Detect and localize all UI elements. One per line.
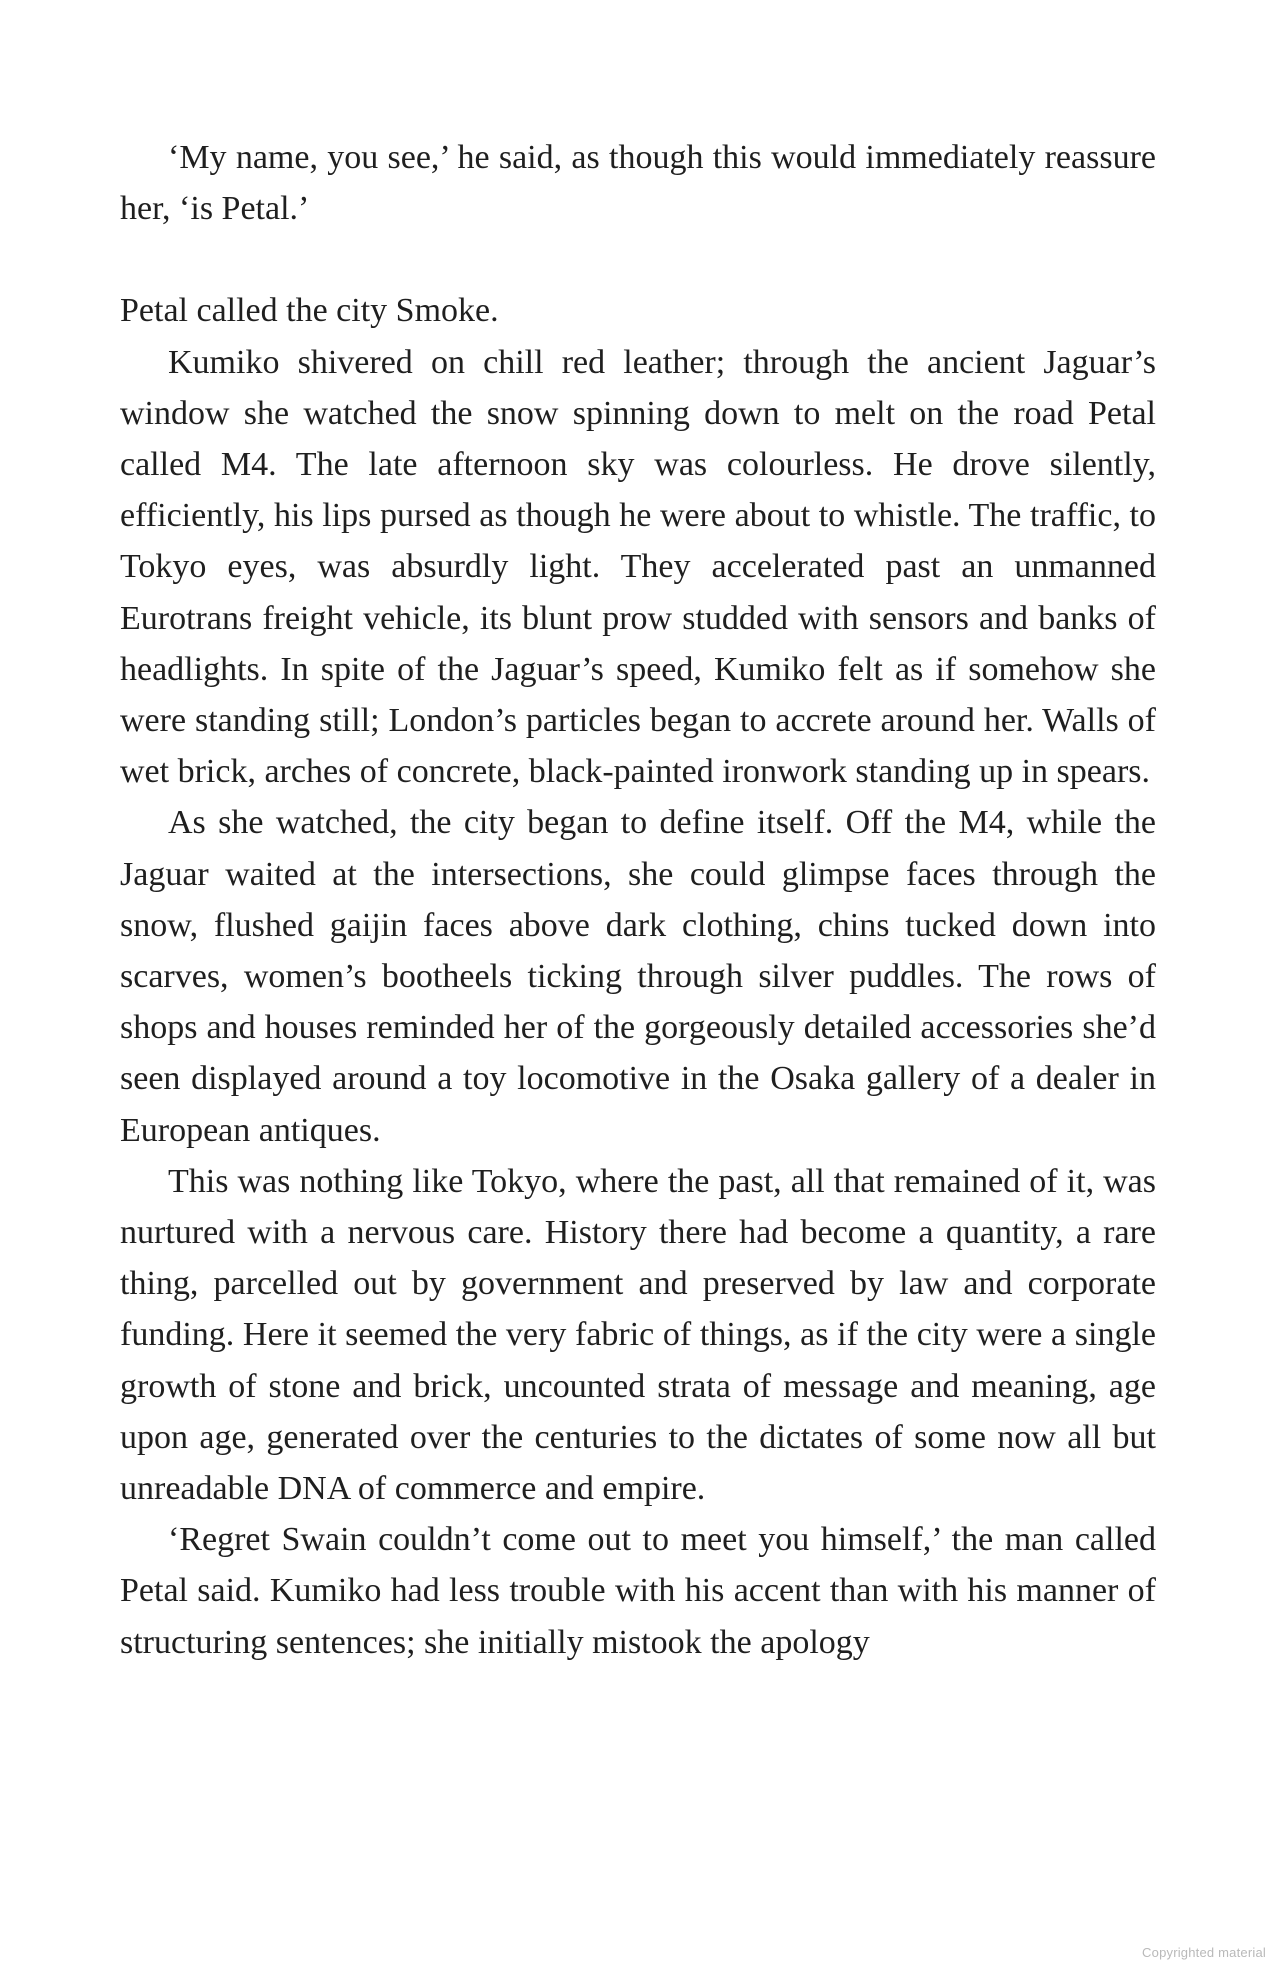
paragraph-jaguar-drive: Kumiko shivered on chill red leather; through the ancient Jaguar’s window she watched the snow spinning down to melt on the road Petal called M4. The late afternoon sky was colourless. He drove silently, efficiently, his lips pursed as though he were about to whistle. The traffic, to Tokyo eyes, was absurdly light. They accelerated past an unmanned Eurotrans freight vehicle, its blunt prow studded with sensors and banks of headlights. In spite of the Jaguar’s speed, Kumiko felt as if somehow she were standing still; London’s particles began to accrete around her. Walls of wet brick, arches of concrete, black-painted ironwork standing up in spears. xyxy=(120,343,1156,791)
body-text xyxy=(120,132,1156,1668)
paragraph-regret-swain: ‘Regret Swain couldn’t come out to meet you himself,’ the man called Petal said. Kumiko had less trouble with his accent than with his manner of structuring sentences; she initially mistook the apology xyxy=(120,1521,1156,1661)
paragraph-petal-intro: ‘My name, you see,’ he said, as though this would immediately reassure her, ‘is Petal.’ xyxy=(120,139,1156,228)
paragraph-city-defines: As she watched, the city began to define itself. Off the M4, while the Jaguar waited at the intersections, she could glimpse faces through the snow, flushed gaijin faces above dark clothing, chins tucked down into scarves, women’s bootheels ticking through silver puddles. The rows of shops and houses reminded her of the gorgeously detailed accessories she’d seen displayed around a toy locomotive in the Osaka gallery of a dealer in European antiques. xyxy=(120,804,1156,1149)
section-break xyxy=(120,234,1156,285)
paragraph-smoke: Petal called the city Smoke. xyxy=(120,292,499,330)
copyright-watermark: Copyrighted material xyxy=(1142,1945,1266,1960)
paragraph-tokyo-history: This was nothing like Tokyo, where the past, all that remained of it, was nurtured with a nervous care. History there had become a quantity, a rare thing, parcelled out by government and preserved by law and corporate funding. Here it seemed the very fabric of things, as if the city were a single growth of stone and brick, uncounted strata of message and meaning, age upon age, generated over the centuries to the dictates of some now all but unreadable DNA of commerce and empire. xyxy=(120,1162,1156,1508)
